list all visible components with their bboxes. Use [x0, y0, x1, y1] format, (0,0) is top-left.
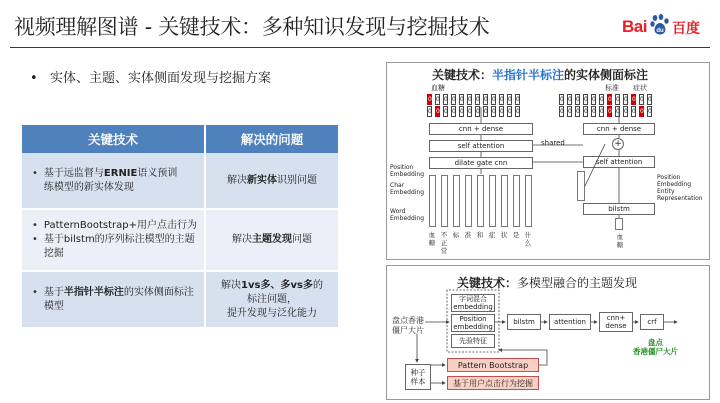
pointer-cell: 0	[460, 108, 464, 115]
pointer-cell: 0	[428, 96, 432, 103]
pointer-cell: 0	[492, 108, 496, 115]
cnn-dense-block-right: cnn + dense	[583, 123, 655, 135]
pointer-cell: 0	[560, 108, 564, 115]
cnn-dense-block: cnn + dense	[429, 123, 533, 135]
pointer-cell: 0	[640, 108, 644, 115]
header-divider	[10, 47, 710, 48]
position-embedding-label: Position Embedding	[390, 164, 425, 178]
bullet-text: 实体、主题、实体侧面发现与挖掘方案	[50, 71, 272, 86]
pointer-cell: 0	[600, 108, 604, 115]
plus-node: +	[612, 138, 624, 150]
panel-entity-aspect	[386, 62, 710, 260]
pointer-cell: 0	[592, 108, 596, 115]
problem-cell: 解决主题发现问题	[205, 209, 338, 271]
tech-table	[22, 125, 338, 329]
self-attention-block-right: self attention	[583, 156, 655, 168]
input-char: 准	[464, 231, 472, 239]
pattern-bootstrap-block: Pattern Bootstrap	[447, 358, 539, 372]
source-text: 盘点香港 僵尸大片	[392, 316, 424, 335]
pointer-cell: 0	[452, 96, 456, 103]
shared-label: shared	[541, 139, 565, 147]
pointer-cell: 0	[600, 96, 604, 103]
self-attention-block: self attention	[429, 140, 533, 152]
svg-text:du: du	[656, 28, 664, 34]
col-header-problem: 解决的问题	[240, 132, 304, 147]
pointer-cell: 0	[568, 96, 572, 103]
panel2-title: 关键技术：多模型融合的主题发现	[457, 276, 638, 290]
label-standard: 标准	[605, 84, 619, 92]
pointer-cell: 0	[648, 108, 652, 115]
table-header-row	[22, 125, 338, 153]
pointer-cell: 0	[616, 108, 620, 115]
attention-block: attention	[549, 314, 591, 330]
right-input-char: 血糖	[616, 233, 624, 249]
col-header-tech: 关键技术	[22, 125, 205, 153]
logo-du-text: 百度	[672, 21, 700, 37]
pointer-cell: 0	[436, 108, 440, 115]
tech-cell: • PatternBootstrap+用户点击行为 • 基于bilstm的序列标注模型的主题 挖掘	[22, 209, 205, 271]
user-click-mining-block: 基于用户点击行为挖掘	[447, 376, 539, 390]
pointer-cell: 0	[484, 96, 488, 103]
pointer-cell: 0	[476, 108, 480, 115]
table-row	[22, 209, 338, 271]
word-embedding-label: Word Embedding	[390, 208, 425, 222]
pointer-cell: 0	[576, 96, 580, 103]
output-text: 盘点 香港僵尸大片	[633, 338, 678, 356]
tech-cell: • 基于远监督与ERNIE语义预训 练模型的新实体发现	[22, 153, 205, 209]
input-char: 状	[500, 231, 508, 239]
pointer-cell: 0	[516, 96, 520, 103]
input-char: 血 糖	[428, 231, 436, 247]
label-symptom: 症状	[633, 84, 647, 92]
page-title: 视频理解图谱 - 关键技术：多种知识发现与挖掘技术	[14, 15, 490, 39]
label-blood: 血糖	[431, 84, 445, 92]
crf-block: crf	[640, 314, 664, 330]
pointer-cell: 0	[616, 96, 620, 103]
pointer-cell: 0	[640, 96, 644, 103]
pointer-cell: 0	[508, 96, 512, 103]
pointer-cell: 0	[460, 96, 464, 103]
cnn-dense-block: cnn+ dense	[599, 312, 633, 332]
input-char: 不 正 常	[440, 231, 448, 255]
pointer-cell: 0	[500, 96, 504, 103]
input-char: 是	[512, 231, 520, 239]
pointer-cell: 0	[468, 96, 472, 103]
pointer-cell: 0	[608, 108, 612, 115]
panel2-connectors	[387, 266, 711, 401]
pointer-cell: 0	[592, 96, 596, 103]
panel1-connectors	[387, 63, 711, 261]
seed-sample-block: 种子 样本	[405, 364, 431, 390]
pointer-cell: 0	[608, 96, 612, 103]
pointer-cell: 0	[452, 108, 456, 115]
problem-cell: 解决新实体识别问题	[205, 153, 338, 209]
tech-cell: • 基于半指针半标注的实体侧面标注 模型	[22, 271, 205, 328]
bullet-dot: •	[30, 71, 38, 86]
input-char: 标	[452, 231, 460, 239]
pointer-cell: 0	[500, 108, 504, 115]
baidu-logo	[622, 14, 702, 42]
char-word-embedding-block: 字词混合 embedding	[451, 294, 495, 312]
char-embedding-label: Char Embedding	[390, 182, 425, 196]
intro-bullet	[30, 67, 271, 86]
pointer-cell: 0	[584, 96, 588, 103]
logo-bai-text: Bai	[622, 17, 647, 36]
pointer-cell: 0	[444, 96, 448, 103]
input-char: 什 么	[524, 231, 532, 247]
pointer-cell: 0	[632, 96, 636, 103]
panel-topic-discovery	[386, 265, 710, 400]
pointer-cell: 0	[476, 96, 480, 103]
pointer-cell: 0	[516, 108, 520, 115]
bilstm-block: bilstm	[507, 314, 541, 330]
pointer-cell: 0	[624, 108, 628, 115]
panel1-title: 关键技术：半指针半标注的实体侧面标注	[432, 68, 649, 82]
input-char: 症	[488, 231, 496, 239]
table-row	[22, 271, 338, 328]
pointer-cell: 0	[492, 96, 496, 103]
pointer-cell: 0	[468, 108, 472, 115]
dilate-gate-cnn-block: dilate gate cnn	[429, 157, 533, 169]
input-char: 和	[476, 231, 484, 239]
pointer-cell: 0	[560, 96, 564, 103]
pointer-cell: 0	[428, 108, 432, 115]
pointer-cell: 0	[436, 96, 440, 103]
position-embedding-block: Position embedding	[451, 314, 495, 332]
pointer-cell: 0	[632, 108, 636, 115]
paw-icon	[650, 14, 670, 36]
pointer-cell: 0	[444, 108, 448, 115]
problem-cell: 解决1vs多、多vs多的 标注问题， 提升发现与泛化能力	[205, 271, 338, 328]
table-row	[22, 153, 338, 209]
pointer-cell: 0	[624, 96, 628, 103]
pointer-cell: 0	[584, 108, 588, 115]
pointer-cell: 0	[508, 108, 512, 115]
pointer-cell: 0	[568, 108, 572, 115]
bilstm-block: bilstm	[583, 203, 655, 215]
prior-feature-block: 先验特征	[451, 334, 495, 348]
pointer-cell: 0	[576, 108, 580, 115]
entity-representation-label: Position Embedding Entity Representation	[657, 174, 703, 202]
pointer-cell: 0	[484, 108, 488, 115]
pointer-cell: 0	[648, 96, 652, 103]
